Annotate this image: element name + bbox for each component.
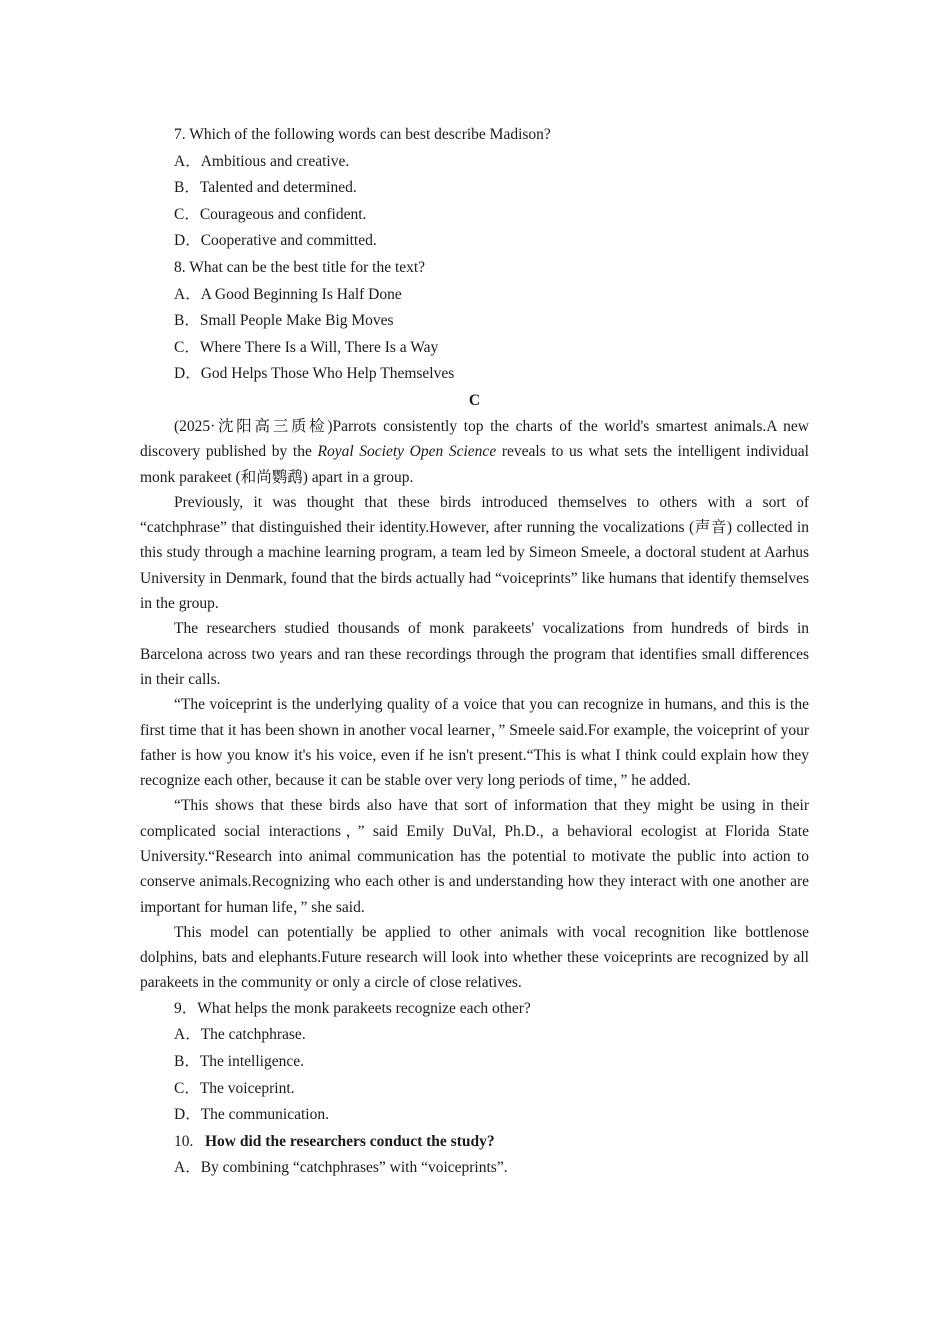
question-8: 8. What can be the best title for the text?: [174, 258, 426, 276]
q9-option-a: A．The catchphrase.: [174, 1026, 306, 1044]
q8-option-a: A．A Good Beginning Is Half Done: [174, 285, 402, 303]
q9-option-c: C．The voiceprint.: [174, 1079, 295, 1097]
document-page: [140, 122, 809, 1182]
p1-text-start: (2025·沈阳高三质检)Parrots consistently top the charts of the world's smartest animals.A new discovery published by the: [140, 417, 809, 461]
question-10: [140, 1129, 809, 1156]
q8-option-c: C．Where There Is a Will, There Is a Way: [174, 338, 439, 356]
passage-paragraph-2: Previously, it was thought that these birds introduced themselves to others with a sort of “catchphrase” that distinguished their identity.However, after running the vocalizations (声音) collected in this study through a machine learning program, a team led by Simeon Smeele, a doctoral student at Aarhus University in Denmark, found that the birds actually had “voiceprints” like humans that identify themselves in the group.: [140, 493, 809, 613]
passage-paragraph-3: The researchers studied thousands of monk parakeets' vocalizations from hundreds of birds in Barcelona across two years and ran these recordings through the program that identifies small differences in their calls.: [140, 620, 809, 688]
q9-option-b: B．The intelligence.: [174, 1052, 304, 1070]
q8-option-d: D．God Helps Those Who Help Themselves: [174, 365, 455, 383]
p1-text-end: reveals to us what sets the intelligent individual monk parakeet (和尚鹦鹉) apart in a group.: [140, 443, 809, 486]
q7-option-d: D．Cooperative and committed.: [174, 232, 377, 250]
passage-paragraph-6: This model can potentially be applied to other animals with vocal recognition like bottlenose dolphins, bats and elephants.Future research will look into whether these voiceprints are recognized by all parakeets in the community or only a circle of close relatives.: [140, 923, 809, 992]
passage-paragraph-4: “The voiceprint is the underlying quality of a voice that you can recognize in humans, and this is the first time that it has been shown in another vocal learner，” Smeele said.For example, the voiceprint of your father is how you know it's his voice, even if he isn't present.“This is what I think could explain how they recognize each other, because it can be stable over very long periods of time，” he added.: [140, 696, 809, 790]
q8-option-b: B．Small People Make Big Moves: [174, 312, 394, 330]
journal-name: Royal Society Open Science: [317, 443, 497, 461]
passage-paragraph-5: “This shows that these birds also have that sort of information that they might be using in their complicated social interactions，” said Emily DuVal, Ph.D., a behavioral ecologist at Florida State University.“Research into animal communication has the potential to motivate the public into action to conserve animals.Recognizing who each other is and understanding how they interact with one another are important for human life，” she said.: [140, 797, 809, 916]
q7-option-b: B．Talented and determined.: [174, 179, 357, 197]
q10-option-a: A．By combining “catchphrases” with “voiceprints”.: [174, 1159, 508, 1177]
section-heading-c: C: [468, 391, 481, 409]
q10-question: How did the researchers conduct the study?: [205, 1132, 495, 1150]
question-7: 7. Which of the following words can best describe Madison?: [174, 126, 551, 143]
q9-option-d: D．The communication.: [174, 1106, 329, 1124]
q7-option-c: C．Courageous and confident.: [174, 205, 367, 223]
q10-number: 10.: [174, 1132, 205, 1150]
q7-option-a: A．Ambitious and creative.: [174, 152, 350, 170]
question-9: 9．What helps the monk parakeets recognize each other?: [174, 999, 531, 1017]
passage-paragraph-1: [140, 414, 809, 490]
